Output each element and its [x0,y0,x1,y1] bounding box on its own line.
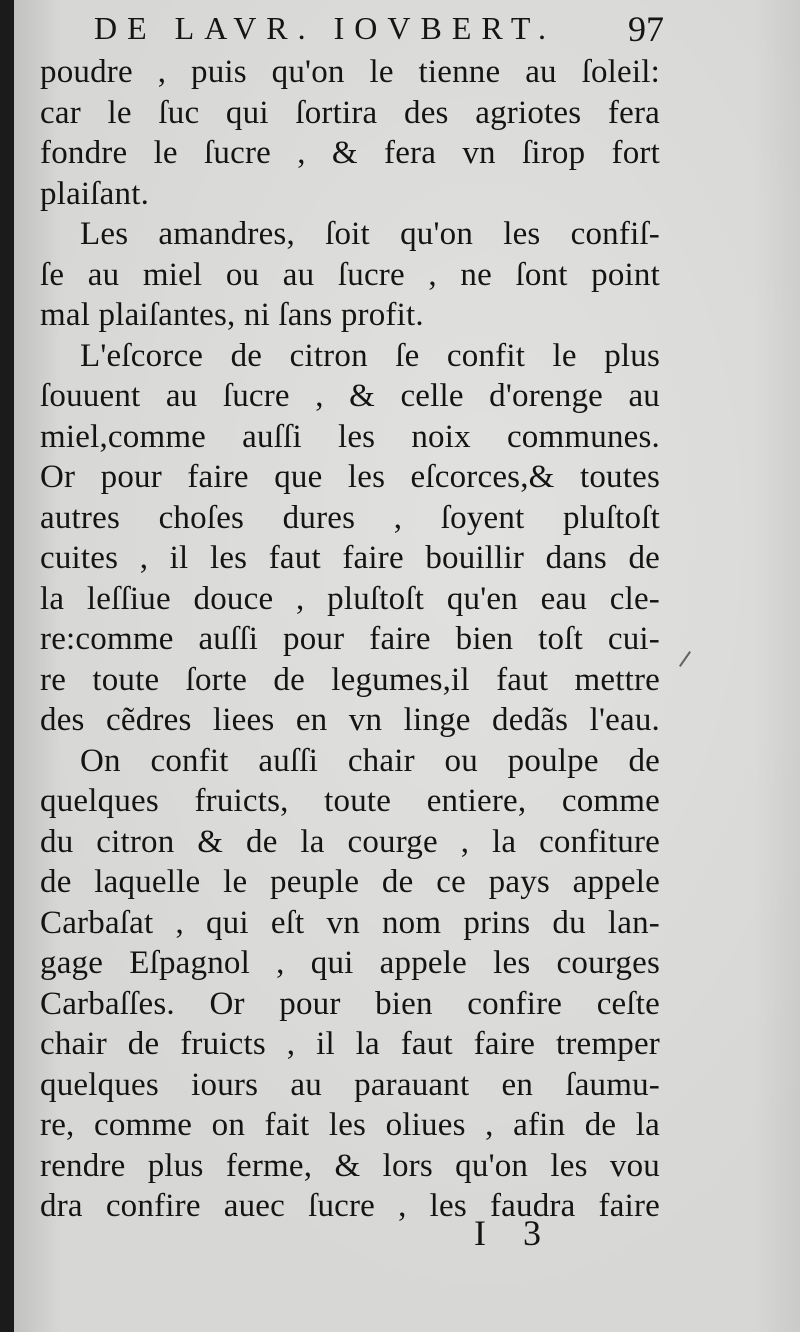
text-line: gage Eſpagnol , qui appele les courges [40,945,660,981]
text-line: Les amandres, ſoit qu'on les confiſ- [80,216,660,252]
text-line: rendre plus ferme, & lors qu'on les vou [40,1147,660,1184]
text-line: quelques fruicts, toute entiere, comme [40,783,660,819]
text-line: fondre le ſucre , & fera vn ſirop fort [40,135,660,171]
text-line: poudre , puis qu'on le tienne au ſoleil: [40,54,660,90]
page-header [94,4,664,50]
book-page [14,0,800,1332]
text-line: re:comme auſſi pour faire bien toſt cui- [40,621,660,657]
text-line: L'eſcorce de citron ſe confit le plus [80,337,660,374]
ink-mark [679,651,691,667]
text-line: re toute ſorte de legumes,il faut mettre [40,661,660,698]
text-line: plaiſant. [40,175,150,212]
text-line: car le ſuc qui ſortira des agriotes fera [40,94,660,131]
body-text [40,52,660,1227]
signature-mark: I 3 [474,1213,555,1253]
text-line: dra confire auec ſucre , les faudra faire [40,1188,660,1224]
text-line: de laquelle le peuple de ce pays appele [40,864,660,900]
text-line: quelques iours au parauant en ſaumu- [40,1066,660,1103]
text-line: Carbaſſes. Or pour bien confire ceſte [40,985,660,1022]
text-line: mal plaiſantes, ni ſans profit. [40,297,424,333]
text-line: Or pour faire que les eſcorces,& toutes [40,459,660,495]
text-line: du citron & de la courge , la confiture [40,823,660,860]
text-line: miel,comme auſſi les noix communes. [40,418,660,455]
running-head: DE LAVR. IOVBERT. [94,10,556,46]
text-line: des cẽdres liees en vn linge dedãs l'eau. [40,702,660,738]
text-line: ſe au miel ou au ſucre , ne ſont point [40,256,660,293]
text-line: ſouuent au ſucre , & celle d'orenge au [40,378,660,414]
text-line: la leſſiue douce , pluſtoſt qu'en eau cle- [40,580,660,617]
text-line: autres choſes dures , ſoyent pluſtoſt [40,499,660,536]
text-line: On confit auſſi chair ou poulpe de [80,742,660,779]
text-line: Carbaſat , qui eſt vn nom prins du lan- [40,904,660,941]
text-line: re, comme on fait les oliues , afin de la [40,1107,660,1143]
text-line: chair de fruicts , il la faut faire tremper [40,1026,660,1062]
text-line: cuites , il les faut faire bouillir dans de [40,540,660,576]
page-number: 97 [628,9,664,49]
